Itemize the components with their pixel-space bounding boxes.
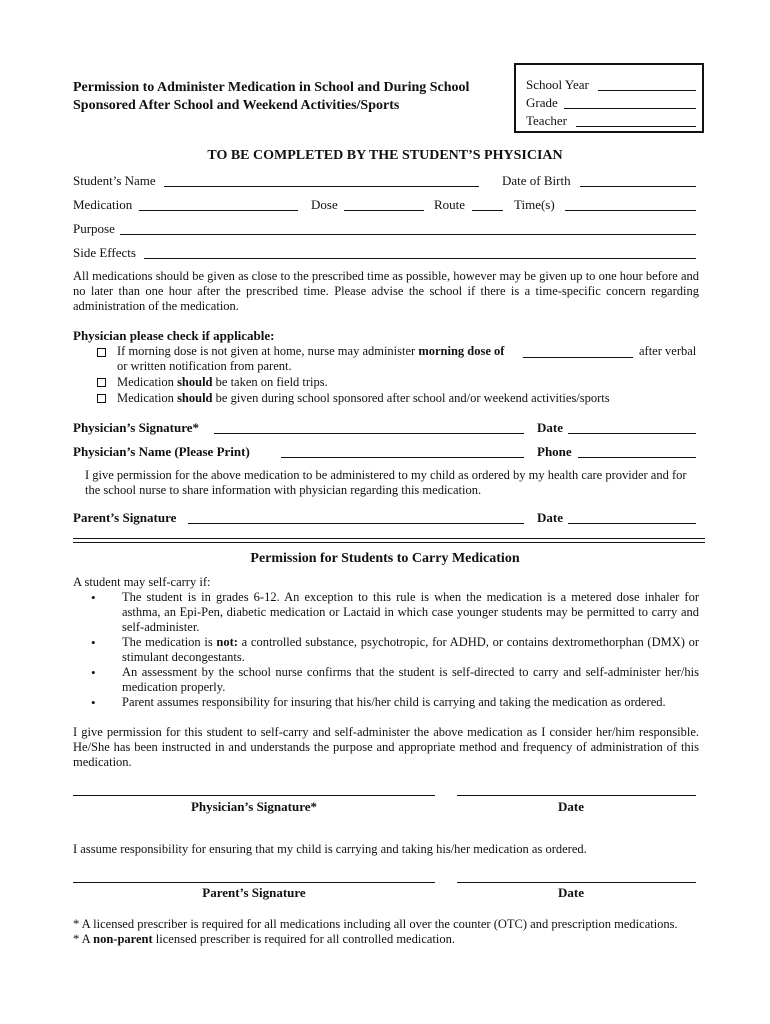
check1-text-d: or written notification from parent. xyxy=(117,359,292,373)
check2-text-c: be taken on field trips. xyxy=(215,375,328,389)
bullet-1-text: The student is in grades 6-12. An exception to this rule is when the medication is a metered dose inhaler for asthma, an Epi-Pen, diabetic medication or Lactaid in which case younger students may be permitted to carry and self-administer. xyxy=(122,590,699,634)
check-heading: Physician please check if applicable: xyxy=(73,328,275,343)
timing-instructions: All medications should be given as close to the prescribed time as possible, however may be given up to one hour before and no later than one hour after the prescribed time. Please advise the school if there is a time-specific concern regarding administration of the medication. xyxy=(73,269,699,313)
parent-signature-field[interactable] xyxy=(188,523,524,524)
physician-name-field[interactable] xyxy=(281,457,524,458)
carry-physician-signature-label: Physician’s Signature* xyxy=(190,799,318,814)
physician-signature-field[interactable] xyxy=(214,433,524,434)
phone-label: Phone xyxy=(537,444,572,459)
school-year-label: School Year xyxy=(526,77,589,92)
check3-text xyxy=(117,391,610,406)
bullet-2-glyph: • xyxy=(91,635,96,650)
grade-label: Grade xyxy=(526,95,558,110)
carry-intro: A student may self-carry if: xyxy=(73,575,211,589)
bullet-2-text-b: not: xyxy=(216,635,238,649)
medication-label: Medication xyxy=(73,197,133,212)
check3-text-a: Medication xyxy=(117,391,174,405)
bullet-2-text xyxy=(122,635,699,665)
check1-text xyxy=(117,344,504,359)
student-name-label: Student’s Name xyxy=(73,173,156,188)
parent-date-label: Date xyxy=(537,510,563,525)
physician-section-heading: TO BE COMPLETED BY THE STUDENT’S PHYSICIAN xyxy=(207,148,563,163)
carry-section-heading: Permission for Students to Carry Medication xyxy=(250,551,520,566)
physician-date-label: Date xyxy=(537,420,563,435)
parent-responsibility-text: I assume responsibility for ensuring that my child is carrying and taking his/her medication as ordered. xyxy=(73,842,587,856)
check1-text-a: If morning dose is not given at home, nurse may administer xyxy=(117,344,416,358)
self-carry-permission: I give permission for this student to self-carry and self-administer the above medication as I consider her/him responsible. He/She has been instructed in and understands the purpose and appropriate method and frequency of administration of this medication. xyxy=(73,725,699,769)
carry-physician-date-field[interactable] xyxy=(457,795,696,796)
section-divider xyxy=(73,538,705,543)
carry-physician-date-label: Date xyxy=(558,799,584,814)
school-info-box xyxy=(514,63,704,133)
check3-text-b: should xyxy=(177,391,213,405)
dose-field[interactable] xyxy=(344,210,424,211)
route-label: Route xyxy=(434,197,466,212)
footnote-2-c: licensed prescriber is required for all controlled medication. xyxy=(155,932,455,946)
grade-field[interactable] xyxy=(564,108,696,109)
field-trips-checkbox[interactable] xyxy=(97,378,106,387)
parent-date-field[interactable] xyxy=(568,523,696,524)
check2-text xyxy=(117,375,328,390)
footnote-1: * A licensed prescriber is required for all medications including all over the counter (OTC) and prescription medications. xyxy=(73,917,678,931)
purpose-field[interactable] xyxy=(120,234,696,235)
bullet-2-text-a: The medication is xyxy=(122,635,213,649)
check3-text-c: be given during school sponsored after school and/or weekend activities/sports xyxy=(215,391,610,405)
parent-signature-label: Parent’s Signature xyxy=(73,510,177,525)
dob-field[interactable] xyxy=(580,186,696,187)
teacher-label: Teacher xyxy=(526,113,567,128)
physician-signature-label: Physician’s Signature* xyxy=(73,420,200,435)
bullet-4-glyph: • xyxy=(91,695,96,710)
route-field[interactable] xyxy=(472,210,503,211)
physician-date-field[interactable] xyxy=(568,433,696,434)
check1-text-c: after verbal xyxy=(639,344,697,358)
purpose-label: Purpose xyxy=(73,221,115,236)
bullet-2-text-c: a controlled substance, psychotropic, for ADHD, or contains dextromethorphan (DMX) or stimulant decongestants. xyxy=(122,635,700,664)
bullet-3-text: An assessment by the school nurse confirms that the student is self-directed to carry and self-administer her/his medication properly. xyxy=(122,665,699,694)
school-year-field[interactable] xyxy=(598,90,696,91)
check2-text-a: Medication xyxy=(117,375,174,389)
side-effects-field[interactable] xyxy=(144,258,696,259)
footnote-2-a: * A xyxy=(73,932,91,946)
morning-dose-field[interactable] xyxy=(523,357,633,358)
consent-text: I give permission for the above medication to be administered to my child as ordered by my health care provider and for the school nurse to share information with physician regarding this medication. xyxy=(85,468,687,497)
physician-name-label: Physician’s Name (Please Print) xyxy=(73,444,250,459)
phone-field[interactable] xyxy=(578,457,696,458)
side-effects-label: Side Effects xyxy=(73,245,136,260)
form-title-line1: Permission to Administer Medication in School and During School xyxy=(73,80,470,95)
footnote-2 xyxy=(73,932,455,947)
after-school-checkbox[interactable] xyxy=(97,394,106,403)
morning-dose-checkbox[interactable] xyxy=(97,348,106,357)
footnote-2-b: non-parent xyxy=(93,932,153,946)
carry-physician-signature-field[interactable] xyxy=(73,795,435,796)
carry-parent-signature-field[interactable] xyxy=(73,882,435,883)
bullet-4-text: Parent assumes responsibility for insuring that his/her child is carrying and taking the medication as ordered. xyxy=(122,695,666,709)
medication-field[interactable] xyxy=(139,210,298,211)
dose-label: Dose xyxy=(311,197,338,212)
times-field[interactable] xyxy=(565,210,696,211)
student-name-field[interactable] xyxy=(164,186,479,187)
bullet-3-glyph: • xyxy=(91,665,96,680)
dob-label: Date of Birth xyxy=(502,173,571,188)
times-label: Time(s) xyxy=(514,197,555,212)
carry-parent-date-label: Date xyxy=(558,885,584,900)
bullet-1-glyph: • xyxy=(91,590,96,605)
check1-text-b: morning dose of xyxy=(418,344,505,358)
check2-text-b: should xyxy=(177,375,213,389)
form-title-line2: Sponsored After School and Weekend Activities/Sports xyxy=(73,98,400,113)
carry-parent-signature-label: Parent’s Signature xyxy=(202,885,306,900)
carry-parent-date-field[interactable] xyxy=(457,882,696,883)
teacher-field[interactable] xyxy=(576,126,696,127)
